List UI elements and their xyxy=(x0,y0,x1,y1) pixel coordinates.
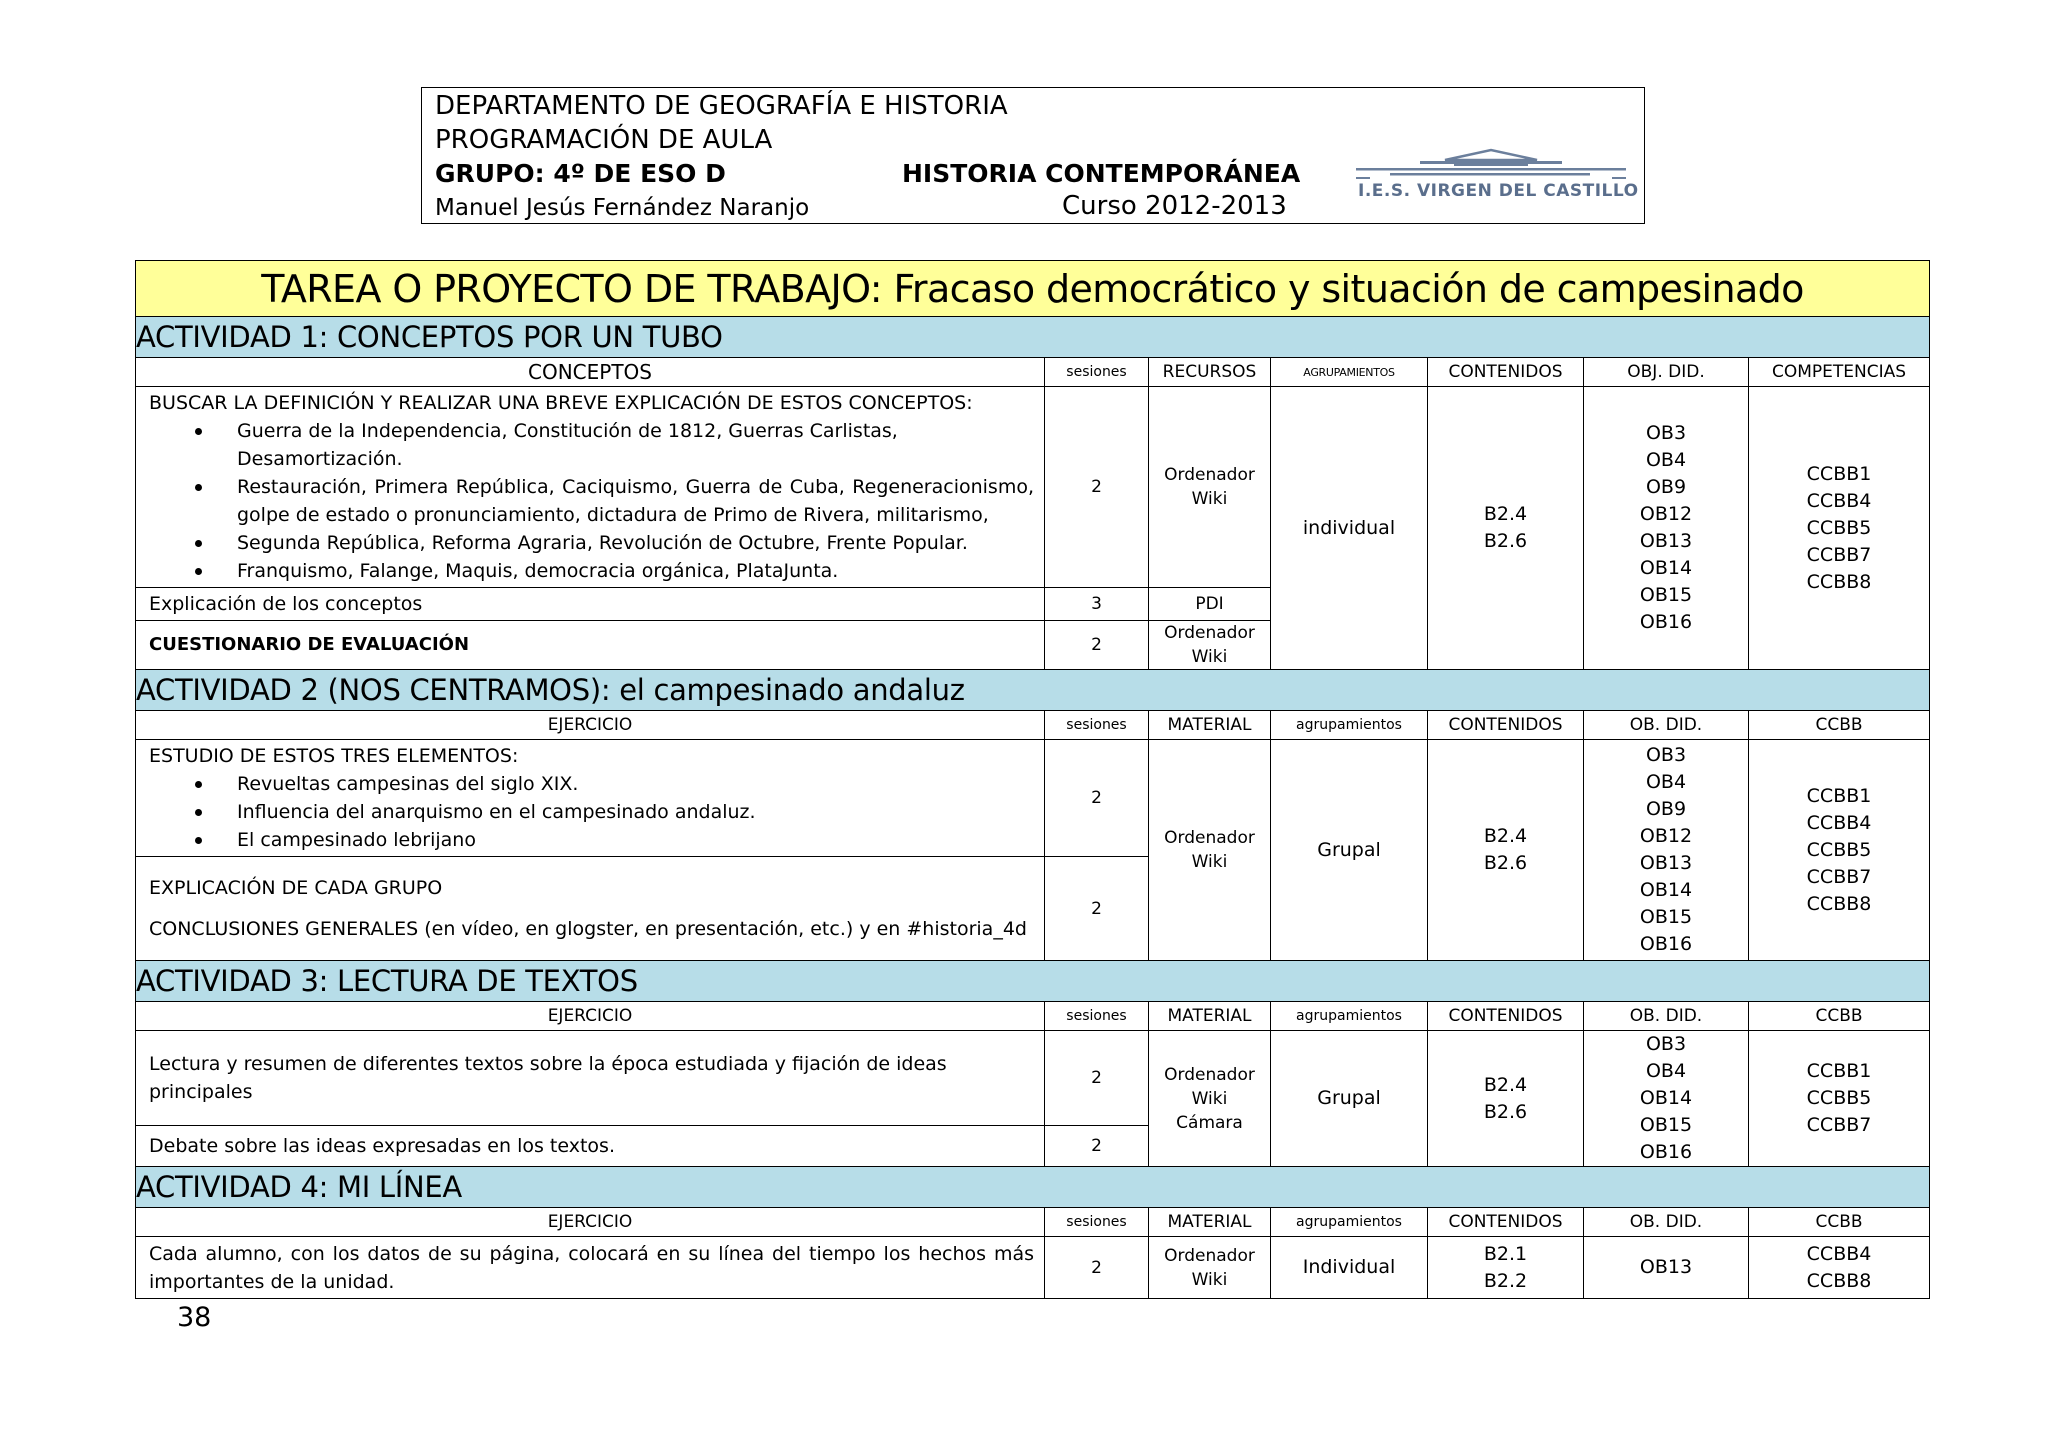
col-header-resources: RECURSOS xyxy=(1149,358,1271,387)
objective-item: OB14 xyxy=(1639,879,1693,901)
col-header-groupings: agrupamientos xyxy=(1271,1208,1428,1237)
objectives-cell xyxy=(1584,740,1749,961)
activity-4-title-row xyxy=(136,1167,1930,1208)
resource-item: Wiki xyxy=(1191,1269,1228,1290)
competence-item: CCBB8 xyxy=(1806,570,1872,593)
col-header-exercise: EJERCICIO xyxy=(136,711,1045,740)
col-header-material: MATERIAL xyxy=(1149,711,1271,740)
list-item: Franquismo, Falange, Maquis, democracia orgánica, PlataJunta. xyxy=(149,557,1034,585)
resource-item: Wiki xyxy=(1191,852,1228,872)
sessions-cell: 3 xyxy=(1045,588,1149,621)
competence-item: CCBB8 xyxy=(1806,1269,1872,1292)
contents-cell xyxy=(1428,1031,1584,1167)
content-item: B2.6 xyxy=(1483,852,1528,874)
grouping-cell: individual xyxy=(1271,387,1428,670)
table-row xyxy=(136,387,1930,588)
material-cell xyxy=(1149,1031,1271,1167)
contents-cell xyxy=(1428,1237,1584,1299)
resource-item: Ordenador xyxy=(1164,828,1255,848)
objective-item: OB16 xyxy=(1639,1141,1693,1163)
activity-4-header-row xyxy=(136,1208,1930,1237)
competence-item: CCBB5 xyxy=(1806,1087,1872,1109)
competence-item: CCBB4 xyxy=(1806,811,1872,834)
author-line: Manuel Jesús Fernández Naranjo xyxy=(435,195,810,221)
col-header-objectives: OB. DID. xyxy=(1584,1002,1749,1031)
project-title: TAREA O PROYECTO DE TRABAJO: Fracaso democrático y situación de campesinado xyxy=(136,261,1930,317)
competence-item: CCBB1 xyxy=(1806,784,1872,807)
objectives-cell: OB13 xyxy=(1584,1237,1749,1299)
content-item: B2.4 xyxy=(1483,1073,1528,1096)
col-header-competences: COMPETENCIAS xyxy=(1749,358,1930,387)
content-item: B2.4 xyxy=(1483,503,1528,525)
activity-3-title-row xyxy=(136,961,1930,1002)
sessions-cell: 2 xyxy=(1045,387,1149,588)
grouping-cell: Grupal xyxy=(1271,740,1428,961)
objective-item: OB14 xyxy=(1639,557,1693,579)
school-building-icon xyxy=(1350,148,1632,182)
resource-item: Ordenador xyxy=(1164,1064,1255,1085)
evaluation-cell: CUESTIONARIO DE EVALUACIÓN xyxy=(136,621,1045,670)
resource-item: Wiki xyxy=(1191,489,1228,509)
resource-item: Wiki xyxy=(1191,1088,1228,1109)
resource-item: Ordenador xyxy=(1164,465,1255,485)
project-title-row xyxy=(136,261,1930,317)
contents-cell xyxy=(1428,387,1584,670)
resource-item: Ordenador xyxy=(1164,623,1255,643)
competence-item: CCBB1 xyxy=(1806,462,1872,485)
col-header-groupings: AGRUPAMIENTOS xyxy=(1271,358,1428,387)
competences-cell xyxy=(1749,740,1930,961)
objective-item: OB4 xyxy=(1645,449,1687,471)
col-header-contents: CONTENIDOS xyxy=(1428,1208,1584,1237)
work-project-table xyxy=(135,260,1930,1299)
list-item: El campesinado lebrijano xyxy=(149,826,1034,854)
activity-1-header-row xyxy=(136,358,1930,387)
objective-item: OB12 xyxy=(1639,503,1693,525)
table-row xyxy=(136,740,1930,857)
material-cell xyxy=(1149,1237,1271,1299)
col-header-groupings: agrupamientos xyxy=(1271,711,1428,740)
content-item: B2.1 xyxy=(1483,1242,1528,1265)
col-header-concepts: CONCEPTOS xyxy=(136,358,1045,387)
competence-item: CCBB8 xyxy=(1806,892,1872,915)
col-header-sessions: sesiones xyxy=(1045,1002,1149,1031)
sessions-cell: 2 xyxy=(1045,1126,1149,1167)
sessions-cell: 2 xyxy=(1045,1237,1149,1299)
col-header-competences: CCBB xyxy=(1749,1208,1930,1237)
concepts-list xyxy=(149,417,1034,585)
competence-item: CCBB4 xyxy=(1806,489,1872,512)
objective-item: OB3 xyxy=(1645,1033,1687,1055)
content-item: B2.4 xyxy=(1483,825,1528,847)
grouping-cell: Individual xyxy=(1271,1237,1428,1299)
material-cell xyxy=(1149,740,1271,961)
objective-item: OB15 xyxy=(1639,906,1693,928)
sessions-cell: 2 xyxy=(1045,857,1149,961)
sessions-cell: 2 xyxy=(1045,621,1149,670)
objective-item: OB15 xyxy=(1639,584,1693,606)
list-item: Segunda República, Reforma Agraria, Revolución de Octubre, Frente Popular. xyxy=(149,529,1034,557)
col-header-contents: CONTENIDOS xyxy=(1428,358,1584,387)
subject-line: HISTORIA CONTEMPORÁNEA xyxy=(902,159,1301,188)
col-header-groupings: agrupamientos xyxy=(1271,1002,1428,1031)
activity-2-title-row xyxy=(136,670,1930,711)
group-explanation: EXPLICACIÓN DE CADA GRUPO xyxy=(149,876,443,899)
col-header-contents: CONTENIDOS xyxy=(1428,711,1584,740)
col-header-material: MATERIAL xyxy=(1149,1208,1271,1237)
competences-cell xyxy=(1749,387,1930,670)
activity-3-title: ACTIVIDAD 3: LECTURA DE TEXTOS xyxy=(136,961,1930,1002)
objective-item: OB3 xyxy=(1645,744,1687,766)
competence-item: CCBB5 xyxy=(1806,516,1872,539)
explanation-cell: Explicación de los conceptos xyxy=(136,588,1045,621)
objective-item: OB4 xyxy=(1645,771,1687,793)
col-header-sessions: sesiones xyxy=(1045,1208,1149,1237)
contents-cell xyxy=(1428,740,1584,961)
list-item: Restauración, Primera República, Caciquismo, Guerra de Cuba, Regeneracionismo, golpe de estado o pronunciamiento, dictadura de Primo de Rivera, militarismo, xyxy=(149,473,1034,529)
col-header-exercise: EJERCICIO xyxy=(136,1208,1045,1237)
concepts-cell xyxy=(136,387,1045,588)
objective-item: OB15 xyxy=(1639,1114,1693,1136)
col-header-sessions: sesiones xyxy=(1045,358,1149,387)
col-header-exercise: EJERCICIO xyxy=(136,1002,1045,1031)
competences-cell xyxy=(1749,1237,1930,1299)
competence-item: CCBB5 xyxy=(1806,838,1872,861)
activity-1-title: ACTIVIDAD 1: CONCEPTOS POR UN TUBO xyxy=(136,317,1930,358)
group-line: GRUPO: 4º DE ESO D xyxy=(435,159,726,188)
competence-item: CCBB7 xyxy=(1806,543,1872,566)
sessions-cell: 2 xyxy=(1045,1031,1149,1126)
programming-line: PROGRAMACIÓN DE AULA xyxy=(435,125,773,155)
objective-item: OB13 xyxy=(1639,852,1693,874)
col-header-sessions: sesiones xyxy=(1045,711,1149,740)
sessions-cell: 2 xyxy=(1045,740,1149,857)
general-conclusions: CONCLUSIONES GENERALES (en vídeo, en glogster, en presentación, etc.) y en #historia_4d xyxy=(149,917,1027,940)
objectives-cell xyxy=(1584,1031,1749,1167)
resource-item: Ordenador xyxy=(1164,1245,1255,1266)
activity-2-header-row xyxy=(136,711,1930,740)
study-list xyxy=(149,770,1034,854)
content-item: B2.6 xyxy=(1483,530,1528,552)
conclusions-cell xyxy=(136,857,1045,961)
col-header-contents: CONTENIDOS xyxy=(1428,1002,1584,1031)
competences-cell xyxy=(1749,1031,1930,1167)
resources-cell xyxy=(1149,621,1271,670)
activity-2-title: ACTIVIDAD 2 (NOS CENTRAMOS): el campesinado andaluz xyxy=(136,670,1930,711)
list-item: Guerra de la Independencia, Constitución de 1812, Guerras Carlistas, Desamortización. xyxy=(149,417,1034,473)
objective-item: OB4 xyxy=(1645,1060,1687,1082)
activity-3-header-row xyxy=(136,1002,1930,1031)
timeline-cell: Cada alumno, con los datos de su página, colocará en su línea del tiempo los hechos más importantes de la unidad. xyxy=(136,1237,1045,1299)
study-cell xyxy=(136,740,1045,857)
objectives-cell xyxy=(1584,387,1749,670)
activity-4-title: ACTIVIDAD 4: MI LÍNEA xyxy=(136,1167,1930,1208)
competence-item: CCBB7 xyxy=(1806,865,1872,888)
document-header xyxy=(421,87,1645,224)
competence-item: CCBB4 xyxy=(1806,1242,1872,1265)
activity-1-title-row xyxy=(136,317,1930,358)
objective-item: OB9 xyxy=(1645,476,1687,498)
debate-cell: Debate sobre las ideas expresadas en los textos. xyxy=(136,1126,1045,1167)
reading-cell: Lectura y resumen de diferentes textos sobre la época estudiada y fijación de ideas principales xyxy=(136,1031,1045,1126)
objective-item: OB3 xyxy=(1645,422,1687,444)
objective-item: OB13 xyxy=(1639,530,1693,552)
resources-cell xyxy=(1149,387,1271,588)
objective-item: OB9 xyxy=(1645,798,1687,820)
table-row xyxy=(136,1237,1930,1299)
content-item: B2.6 xyxy=(1483,1100,1528,1123)
course-line: Curso 2012-2013 xyxy=(1062,191,1287,221)
col-header-competences: CCBB xyxy=(1749,1002,1930,1031)
page-number: 38 xyxy=(177,1302,212,1333)
objective-item: OB16 xyxy=(1639,611,1693,633)
resources-cell: PDI xyxy=(1149,588,1271,621)
department-line: DEPARTAMENTO DE GEOGRAFÍA E HISTORIA xyxy=(435,91,1008,121)
col-header-material: MATERIAL xyxy=(1149,1002,1271,1031)
list-item: Revueltas campesinas del siglo XIX. xyxy=(149,770,1034,798)
resource-item: Wiki xyxy=(1191,647,1228,667)
grouping-cell: Grupal xyxy=(1271,1031,1428,1167)
table-row xyxy=(136,1031,1930,1126)
concepts-intro: BUSCAR LA DEFINICIÓN Y REALIZAR UNA BREVE EXPLICACIÓN DE ESTOS CONCEPTOS: xyxy=(149,392,973,414)
content-item: B2.2 xyxy=(1483,1269,1528,1292)
logo-text: I.E.S. VIRGEN DEL CASTILLO xyxy=(1358,181,1639,201)
study-intro: ESTUDIO DE ESTOS TRES ELEMENTOS: xyxy=(149,745,519,767)
resource-item: Cámara xyxy=(1176,1112,1243,1133)
objective-item: OB12 xyxy=(1639,825,1693,847)
col-header-objectives: OBJ. DID. xyxy=(1584,358,1749,387)
objective-item: OB16 xyxy=(1639,933,1693,955)
school-logo xyxy=(1350,148,1639,206)
competence-item: CCBB1 xyxy=(1806,1060,1872,1082)
objective-item: OB14 xyxy=(1639,1087,1693,1109)
col-header-objectives: OB. DID. xyxy=(1584,711,1749,740)
col-header-objectives: OB. DID. xyxy=(1584,1208,1749,1237)
list-item: Influencia del anarquismo en el campesinado andaluz. xyxy=(149,798,1034,826)
col-header-competences: CCBB xyxy=(1749,711,1930,740)
competence-item: CCBB7 xyxy=(1806,1114,1872,1136)
